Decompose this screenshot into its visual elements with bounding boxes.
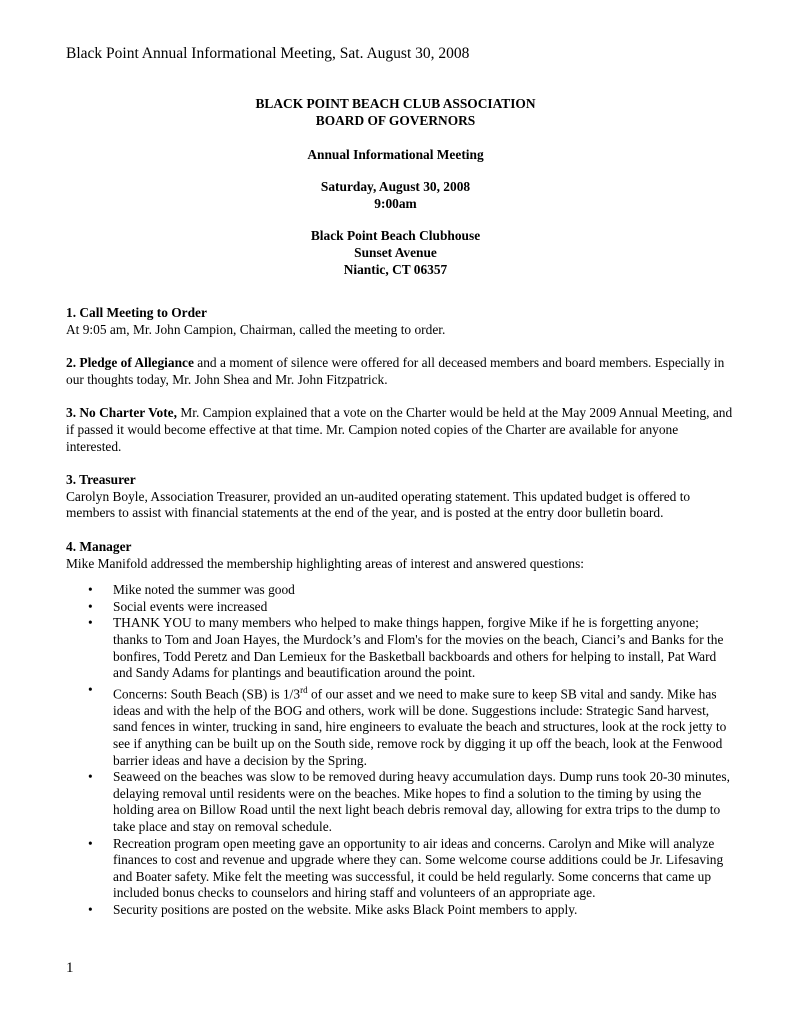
list-item: • Mike noted the summer was good — [66, 582, 734, 599]
list-item-concerns — [66, 682, 734, 769]
meeting-time: 9:00am — [374, 196, 417, 211]
meeting-name: Annual Informational Meeting — [307, 147, 484, 162]
section-heading: 2. Pledge of Allegiance — [66, 355, 194, 371]
section-charter — [66, 405, 734, 455]
running-header: Black Point Annual Informational Meeting, Sat. August 30, 2008 — [66, 45, 470, 62]
list-item: • Recreation program open meeting gave an opportunity to air ideas and concerns. Carolyn and Mike will analyze finances to cost and revenue and upgrade where they can. Some welcome course additions could be Jr. Lifesaving and Boater safety. Mike felt the meeting was successful, it could be held regularly. Some concerns that came up included bonus checks to counselors and hiring staff and volunteers of an appropriate age. — [66, 836, 734, 902]
section-heading: 4. Manager — [66, 538, 132, 554]
section-heading: 3. No Charter Vote, — [66, 405, 177, 421]
concerns-text-rest: of our asset and we need to make sure to keep SB vital and sandy. Mike has ideas and with the help of the BOG and others, work will be done. Suggestions include: Strategic Sand harvest, sand fences in winter, trucking in sand, hire engineers to evaluate the beach and structures, look at the rock jetty to see if anything can be built up on the South side, remove rock by digging it up off the beach, look at the Fenwood barrier ideas and have a decision by the Spring. — [113, 686, 727, 768]
section-manager — [66, 539, 734, 919]
list-item: • Seaweed on the beaches was slow to be removed during heavy accumulation days. Dump runs took 20-30 minutes, delaying removal until residents were on the beaches. Mike hopes to find a solution to the timing by using the holding area on Billow Road until the next light beach debris removal day, allowing for extra trips to the dump to take place and stay on removal schedule. — [66, 769, 734, 835]
meeting-location — [0, 227, 791, 278]
meeting-date: Saturday, August 30, 2008 — [320, 179, 471, 194]
concerns-text-start: Concerns: South Beach (SB) is 1/3 — [113, 686, 301, 702]
section-heading: 3. Treasurer — [66, 472, 136, 488]
section-text: At 9:05 am, Mr. John Campion, Chairman, called the meeting to order. — [66, 321, 446, 337]
list-item: • THANK YOU to many members who helped to make things happen, forgive Mike if he is forgetting anyone; thanks to Tom and Joan Hayes, the Murdock’s and Flom's for the movies on the beach, Cianci’s and Banks for the bonfires, Todd Peretz and Dan Lemieux for the Basketball backboards and others for helping to install, Pat Ward and Sandy Adams for plantings and beautification around the point. — [66, 615, 734, 681]
meeting-datetime — [0, 178, 791, 212]
section-heading: 1. Call Meeting to Order — [66, 305, 207, 320]
venue-name: Black Point Beach Clubhouse — [310, 228, 481, 243]
ordinal-suffix: rd — [300, 684, 308, 695]
list-item: • Security positions are posted on the website. Mike asks Black Point members to apply. — [66, 902, 734, 919]
page-number: 1 — [66, 960, 74, 976]
section-intro: Mike Manifold addressed the membership highlighting areas of interest and answered questions: — [66, 555, 585, 571]
section-text: Carolyn Boyle, Association Treasurer, provided an un-audited operating statement. This updated budget is offered to members to assist with financial statements at the end of the year, and is posted at the entry door bulletin board. — [66, 488, 691, 521]
section-pledge — [66, 355, 734, 388]
manager-bullet-list — [66, 582, 734, 918]
venue-street: Sunset Avenue — [354, 245, 437, 260]
section-text: and a moment of silence were offered for all deceased members and board members. Especially in our thoughts today, Mr. John Shea and Mr. John Fitzpatrick. — [66, 355, 725, 387]
section-text: Mr. Campion explained that a vote on the Charter would be held at the May 2009 Annual Meeting, and if passed it would become effective at that time. Mr. Campion noted copies of the Charter are available for anyone interested. — [66, 405, 733, 454]
board-name: BOARD OF GOVERNORS — [315, 113, 476, 128]
org-name: BLACK POINT BEACH CLUB ASSOCIATION — [255, 96, 536, 111]
section-call-to-order — [66, 305, 734, 338]
section-treasurer — [66, 472, 734, 522]
venue-city: Niantic, CT 06357 — [343, 262, 448, 277]
minutes-body — [66, 305, 734, 918]
title-block — [0, 95, 791, 129]
list-item: • Social events were increased — [66, 599, 734, 616]
